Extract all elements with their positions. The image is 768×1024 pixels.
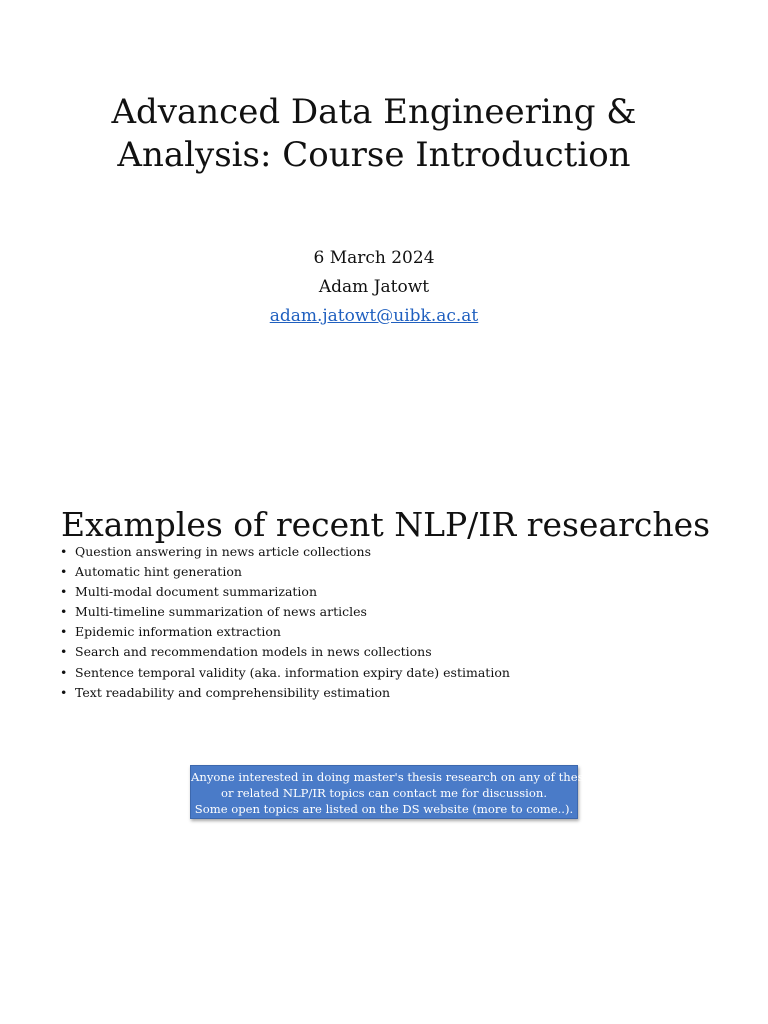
list-item-text: Automatic hint generation xyxy=(75,564,242,580)
list-item xyxy=(60,542,510,562)
course-title xyxy=(0,91,748,177)
callout-line: Anyone interested in doing master's thesis research on any of these xyxy=(191,770,591,784)
slide-heading: Examples of recent NLP/IR researches xyxy=(61,505,711,545)
title-meta xyxy=(0,244,748,331)
title-slide xyxy=(0,0,768,460)
callout-line: or related NLP/IR topics can contact me for discussion. xyxy=(220,786,548,801)
callout-line: Some open topics are listed on the DS website (more to come..). xyxy=(194,802,574,817)
list-item xyxy=(60,683,510,703)
author-name: Adam Jatowt xyxy=(318,277,430,297)
list-item xyxy=(60,642,510,662)
list-item xyxy=(60,562,510,582)
lecture-date: 6 March 2024 xyxy=(313,248,435,268)
list-item xyxy=(60,602,510,622)
list-item-text: Question answering in news article collections xyxy=(75,544,372,559)
research-examples-slide xyxy=(0,460,768,1024)
author-email-link[interactable]: adam.jatowt@uibk.ac.at xyxy=(269,306,479,326)
thesis-callout-box xyxy=(190,765,591,819)
bullet-icon: • xyxy=(60,684,68,700)
bullet-icon: • xyxy=(60,664,68,680)
bullet-icon: • xyxy=(60,624,68,640)
course-title-line-2: Analysis: Course Introduction xyxy=(117,134,631,175)
bullet-icon: • xyxy=(60,644,68,660)
list-item-text: Epidemic information extraction xyxy=(75,624,281,640)
list-item-text: Multi-timeline summarization of news articles xyxy=(75,604,367,620)
list-item-text: Multi-modal document summarization xyxy=(75,584,318,600)
research-topic-list xyxy=(60,542,510,703)
list-item-text: Search and recommendation models in news collections xyxy=(75,644,432,660)
bullet-icon: • xyxy=(60,604,68,620)
bullet-icon: • xyxy=(60,564,68,580)
list-item xyxy=(60,663,510,683)
bullet-icon: • xyxy=(60,584,68,600)
list-item xyxy=(60,582,510,602)
bullet-icon: • xyxy=(60,544,68,559)
course-title-line-1: Advanced Data Engineering & xyxy=(111,91,637,132)
list-item xyxy=(60,622,510,642)
list-item-text: Sentence temporal validity (aka. information expiry date) estimation xyxy=(75,664,510,680)
list-item-text: Text readability and comprehensibility estimation xyxy=(75,684,391,700)
